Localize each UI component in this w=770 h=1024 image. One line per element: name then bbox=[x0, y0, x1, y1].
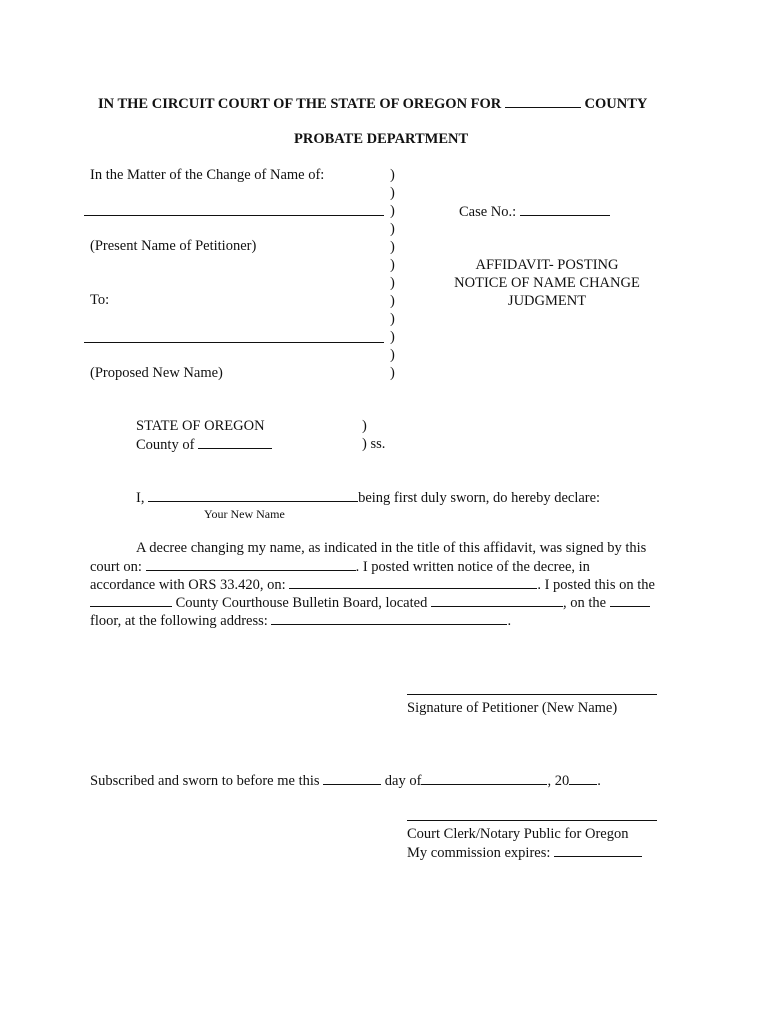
paren: ) bbox=[390, 365, 395, 381]
petitioner-signature-line[interactable] bbox=[407, 694, 657, 695]
venue-county-field[interactable] bbox=[198, 435, 272, 449]
notary-label: Court Clerk/Notary Public for Oregon bbox=[407, 826, 629, 842]
present-name-label: (Present Name of Petitioner) bbox=[90, 238, 257, 254]
commission-expires-field[interactable] bbox=[554, 843, 642, 857]
jurat-period: . bbox=[597, 773, 601, 789]
affidavit-title-line2: NOTICE OF NAME CHANGE bbox=[454, 275, 640, 291]
bulletin-board-text: County Courthouse Bulletin Board, located bbox=[175, 595, 428, 611]
court-on-label: court on: bbox=[90, 559, 142, 575]
affidavit-title-line3: JUDGMENT bbox=[507, 293, 587, 309]
bulletin-location-field[interactable] bbox=[431, 593, 563, 607]
case-number-field[interactable] bbox=[520, 202, 610, 216]
ors-text: accordance with ORS 33.420, on: bbox=[90, 577, 286, 593]
jurat-year-prefix: , 20 bbox=[547, 773, 570, 789]
new-name-caption: Your New Name bbox=[204, 507, 285, 521]
court-line-text: IN THE CIRCUIT COURT OF THE STATE OF OREGON FOR bbox=[98, 96, 502, 112]
paren: ) bbox=[390, 311, 395, 327]
court-heading bbox=[98, 94, 647, 113]
body-line-5 bbox=[90, 611, 511, 630]
paren: ) bbox=[390, 167, 395, 183]
paren: ) bbox=[390, 293, 395, 309]
jurat-row bbox=[90, 771, 601, 790]
affidavit-title-line1: AFFIDAVIT- POSTING bbox=[475, 257, 619, 273]
proposed-name-label: (Proposed New Name) bbox=[90, 365, 223, 381]
address-field[interactable] bbox=[271, 611, 507, 625]
jurat-year-field[interactable] bbox=[569, 771, 597, 785]
jurat-day-of: day of bbox=[384, 773, 422, 789]
paren: ) bbox=[390, 257, 395, 273]
paren: ) bbox=[390, 239, 395, 255]
county-word: COUNTY bbox=[584, 96, 648, 112]
posted-notice-text: . I posted written notice of the decree, in bbox=[355, 559, 590, 575]
paren: ) bbox=[390, 185, 395, 201]
address-period: . bbox=[507, 613, 512, 629]
posted-on-text: . I posted this on the bbox=[537, 577, 655, 593]
venue-ss: ) ss. bbox=[362, 436, 386, 452]
present-name-line[interactable] bbox=[84, 215, 384, 216]
declaration-i: I, bbox=[136, 490, 145, 506]
venue-county-row bbox=[136, 435, 272, 454]
notary-signature-line[interactable] bbox=[407, 820, 657, 821]
matter-label: In the Matter of the Change of Name of: bbox=[90, 167, 325, 183]
commission-label: My commission expires: bbox=[407, 845, 551, 861]
department-heading: PROBATE DEPARTMENT bbox=[294, 131, 469, 147]
paren: ) bbox=[390, 221, 395, 237]
declaration-sworn-text: being first duly sworn, do hereby declare: bbox=[358, 490, 601, 506]
floor-field[interactable] bbox=[610, 593, 650, 607]
body-line-4 bbox=[90, 593, 650, 612]
venue-paren: ) bbox=[362, 418, 367, 434]
body-line-1: A decree changing my name, as indicated in the title of this affidavit, was signed by this bbox=[136, 540, 647, 556]
body-line-2 bbox=[90, 557, 590, 576]
paren: ) bbox=[390, 347, 395, 363]
on-the-text: , on the bbox=[562, 595, 607, 611]
posting-date-field[interactable] bbox=[289, 575, 537, 589]
petitioner-signature-label: Signature of Petitioner (New Name) bbox=[407, 700, 618, 716]
paren: ) bbox=[390, 275, 395, 291]
county-blank[interactable] bbox=[505, 94, 581, 108]
commission-row bbox=[407, 843, 642, 862]
jurat-month-field[interactable] bbox=[421, 771, 547, 785]
venue-state: STATE OF OREGON bbox=[136, 418, 265, 434]
body-line-3 bbox=[90, 575, 655, 594]
paren: ) bbox=[390, 203, 395, 219]
to-label: To: bbox=[90, 292, 110, 308]
case-number-row bbox=[459, 202, 610, 221]
address-label: floor, at the following address: bbox=[90, 613, 268, 629]
county-of-label: County of bbox=[136, 437, 195, 453]
new-name-field[interactable] bbox=[148, 488, 358, 502]
proposed-name-line[interactable] bbox=[84, 342, 384, 343]
paren: ) bbox=[390, 329, 395, 345]
jurat-prefix: Subscribed and sworn to before me this bbox=[90, 773, 320, 789]
case-number-label: Case No.: bbox=[459, 204, 517, 220]
jurat-day-field[interactable] bbox=[323, 771, 381, 785]
courthouse-county-field[interactable] bbox=[90, 593, 172, 607]
decree-date-field[interactable] bbox=[146, 557, 356, 571]
